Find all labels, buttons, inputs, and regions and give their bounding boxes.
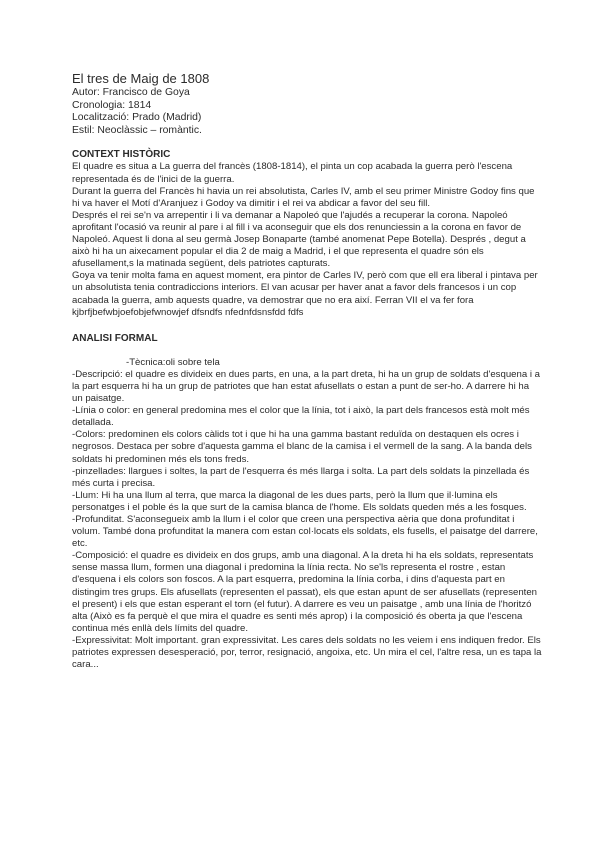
paragraph-brushstrokes: -pinzellades: llargues i soltes, la part de l'esquerra és més llarga i solta. La part dels soldats la pinzellada és més curta i precisa.	[72, 465, 530, 489]
paragraph-description: -Descripció: el quadre es divideix en dues parts, en una, a la part dreta, hi ha un grup de soldats d'esquena i a la part esquerra hi ha un grup de patriotes que han estat afusellats o estan a punt de ser-ho. A darrere hi ha un paisatge.	[72, 368, 540, 405]
paragraph: Goya va tenir molta fama en aquest moment, era pintor de Carles IV, però com que ell era liberal i pintava per un absolutista tenia contradiccions interiors. El van acusar per haver anat a favor dels francesos i un cop acabada la guerra, amb aquests quadre, va demostrar que no era així. Ferran VII el va fer fora kjbrfjbefwbjoefobjefwnowjef dfsndfs nfednfdsnsfdd fdfs	[72, 270, 538, 318]
document-title: El tres de Maig de 1808	[72, 71, 210, 86]
document-content	[72, 71, 542, 671]
paragraph: Durant la guerra del Francès hi havia un rei absolutista, Carles IV, amb el seu primer Ministre Godoy fins que hi va haver el Motí d'Aranjuez i Godoy va dimitir i el rei va abdicar a favor del seu fill.	[72, 185, 535, 209]
paragraph-expressivity: -Expressivitat: Molt important. gran expressivitat. Les cares dels soldats no les veiem i ens indiquen fredor. Els patriotes expressen desesperació, por, terror, resignació, angoixa, etc. Un mira el cel, l'altre resa, un es tapa la cara...	[72, 634, 542, 671]
paragraph: El quadre es situa a La guerra del francès (1808-1814), el pinta un cop acabada la guerra però l'escena representada és de l'inici de la guerra.	[72, 161, 513, 185]
section-heading: CONTEXT HISTÒRIC	[72, 149, 171, 161]
paragraph-technique: -Tècnica:oli sobre tela	[126, 356, 220, 368]
paragraph-depth: -Profunditat. S'aconsegueix amb la llum i el color que creen una perspectiva aèria que dona profunditat i volum. També dona profunditat la manera com estan col·locats els soldats, els fusells, el paisatge del darrere, etc.	[72, 514, 538, 550]
spacer	[72, 319, 542, 333]
section-formal-analysis	[72, 333, 542, 672]
meta-style: Estil: Neoclàssic – romàntic.	[72, 124, 202, 136]
paragraph-composition: -Composició: el quadre es divideix en dos grups, amb una diagonal. A la dreta hi ha els soldats, representats sense massa llum, formen una diagonal i predomina la línia recta. No se'ls representa el rostre , estan d'esquena i els colors son foscos. A la part esquerra, predomina la línia corba, i dins d'aquesta part en distingim tres grups. Els afusellats (representen el passat), els que estan apunt de ser afusellats (representen el present) i els que estan esperant el torn (el futur). A darrere es veu un paisatge , amb una línia de l'horitzó alta (Això es fa perquè el que mira el quadre es senti més aprop) i la composició és oberta ja que l'escena continua més enllà dels límits del quadre.	[72, 550, 538, 634]
spacer	[72, 345, 542, 357]
meta-location: Localització: Prado (Madrid)	[72, 112, 202, 124]
section-historical-context	[72, 149, 542, 318]
meta-chronology: Cronologia: 1814	[72, 99, 152, 111]
paragraph-line-color: -Línia o color: en general predomina mes el color que la línia, tot i això, la part dels francesos està molt més detallada.	[72, 405, 530, 429]
paragraph-light: -Llum: Hi ha una llum al terra, que marca la diagonal de les dues parts, però la llum que il·lumina els personatges i el poble és la que surt de la camisa blanca de l'home. Els soldats queden més a les fosques.	[72, 489, 527, 513]
meta-author: Autor: Francisco de Goya	[72, 87, 190, 98]
spacer	[72, 137, 542, 149]
metadata-block	[72, 87, 542, 137]
paragraph-colors: -Colors: predominen els colors càlids tot i que hi ha una gamma bastant reduïda on destaquen els ocres i negrosos. Destaca per sobre d'aquesta gamma el blanc de la camisa i el vermell de la sang. A la banda dels soldats hi predominen més els tons freds.	[72, 429, 532, 465]
section-heading: ANALISI FORMAL	[72, 332, 158, 344]
paragraph: Després el rei se'n va arrepentir i li va demanar a Napoleó que l'ajudés a recuperar la corona. Napoleó aprofitant l'ocasió va reunir al pare i al fill i va aconseguir que els dos renunciessin a la corona en favor de Napoleó. Aquest li dona al seu germà Josep Bonaparte (també anomenat Pepe Botella). Després , degut a això hi ha un aixecament popular el dia 2 de maig a Madrid, i el que representa el quadre són els afusellament,s la matinada següent, dels patriotes capturats.	[72, 209, 526, 270]
